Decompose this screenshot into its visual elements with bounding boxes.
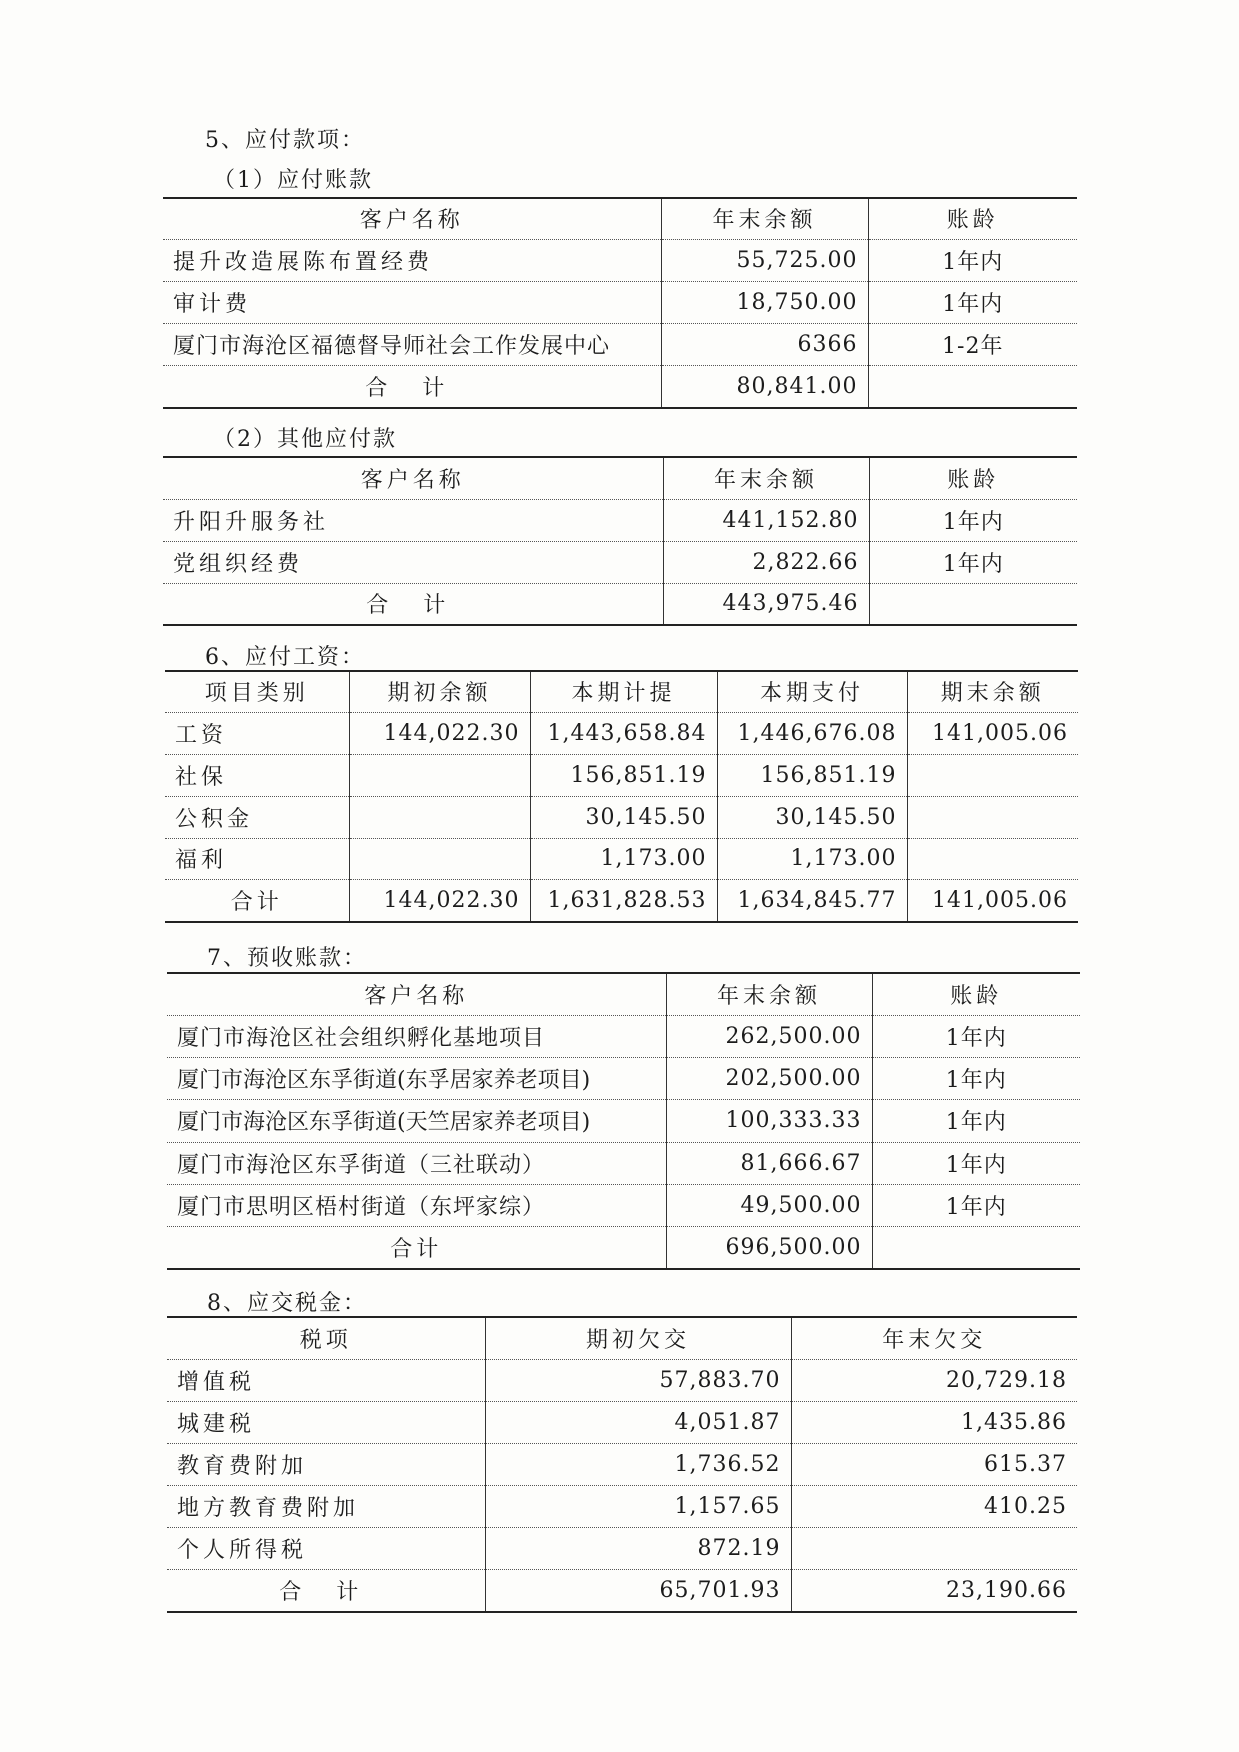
table-row: [165, 754, 1078, 796]
aging: 1年内: [868, 239, 1077, 281]
column-header: 期末余额: [907, 671, 1078, 712]
year-end-balance: 55,725.00: [661, 239, 868, 281]
table-row: [165, 796, 1078, 838]
total-paid: 1,634,845.77: [717, 879, 907, 922]
year-end-owed: 615.37: [791, 1443, 1077, 1485]
opening-owed: 872.19: [485, 1527, 791, 1569]
year-end-owed: 1,435.86: [791, 1401, 1077, 1443]
table-header-row: [167, 973, 1080, 1015]
customer-name: 审计费: [163, 281, 661, 323]
table-row: [167, 1057, 1080, 1099]
total-row: [167, 1226, 1080, 1269]
aging: 1年内: [872, 1057, 1080, 1099]
year-end-owed: [791, 1527, 1077, 1569]
aging: 1年内: [872, 1015, 1080, 1057]
section-7-title: 7、预收账款：: [207, 946, 367, 971]
opening-owed: 1,736.52: [485, 1443, 791, 1485]
total-year-end-owed: 23,190.66: [946, 1577, 1067, 1603]
section-8-title: 8、应交税金：: [207, 1291, 367, 1316]
total-closing: 141,005.06: [932, 887, 1068, 913]
table-header-row: [167, 1317, 1077, 1359]
item-category: 公积金: [165, 796, 349, 838]
table-row: [165, 712, 1078, 754]
section-5-2-title: （2）其他应付款: [213, 427, 397, 452]
table-row: [167, 1184, 1080, 1226]
tax-item: 增值税: [167, 1359, 485, 1401]
table-row: [167, 1359, 1077, 1401]
total-accrued: 1,631,828.53: [530, 879, 717, 922]
table-header-row: [165, 671, 1078, 712]
item-category: 社保: [165, 754, 349, 796]
year-end-balance: 262,500.00: [666, 1015, 872, 1057]
empty-cell: [869, 583, 1077, 625]
column-header: 年末余额: [661, 198, 868, 239]
total-label: 合 计: [167, 1569, 485, 1612]
customer-name: 厦门市海沧区东孚街道(天竺居家养老项目): [167, 1099, 666, 1142]
opening-owed: 1,157.65: [485, 1485, 791, 1527]
accrued: 1,173.00: [530, 838, 717, 879]
tax-item: 地方教育费附加: [167, 1485, 485, 1527]
tax-item: 城建税: [167, 1401, 485, 1443]
column-header: 本期支付: [717, 671, 907, 712]
year-end-balance: 81,666.67: [666, 1142, 872, 1184]
year-end-balance: 18,750.00: [661, 281, 868, 323]
table-row: [167, 1099, 1080, 1142]
table-row: [167, 1015, 1080, 1057]
total-opening: 144,022.30: [349, 879, 530, 922]
opening-balance: [349, 838, 530, 879]
year-end-balance: 202,500.00: [666, 1057, 872, 1099]
year-end-balance: 6366: [661, 323, 868, 365]
customer-name: 厦门市思明区梧村街道（东坪家综）: [167, 1184, 666, 1226]
closing-balance: [907, 796, 1078, 838]
column-header: 年末余额: [666, 973, 872, 1015]
opening-balance: [349, 754, 530, 796]
column-header: 项目类别: [165, 671, 349, 712]
column-header: 本期计提: [530, 671, 717, 712]
total-amount: 696,500.00: [666, 1226, 872, 1269]
column-header: 客户名称: [163, 457, 663, 499]
aging: 1年内: [868, 281, 1077, 323]
table-row: [167, 1485, 1077, 1527]
accrued: 1,443,658.84: [530, 712, 717, 754]
other-payables-table: [163, 456, 1077, 626]
customer-name: 厦门市海沧区社会组织孵化基地项目: [167, 1015, 666, 1057]
column-header: 账龄: [872, 973, 1080, 1015]
payables-table: [163, 197, 1077, 409]
table-header-row: [163, 198, 1077, 239]
column-header: 账龄: [869, 457, 1077, 499]
total-amount: 443,975.46: [663, 583, 869, 625]
advance-receipts-table: [167, 972, 1080, 1270]
table-row: [165, 838, 1078, 879]
customer-name: 党组织经费: [163, 541, 663, 583]
paid: 156,851.19: [717, 754, 907, 796]
table-row: [163, 323, 1077, 365]
section-5-1-title: （1）应付账款: [213, 168, 373, 193]
customer-name: 提升改造展陈布置经费: [163, 239, 661, 281]
column-header: 期初欠交: [485, 1317, 791, 1359]
closing-balance: [907, 838, 1078, 879]
paid: 1,446,676.08: [717, 712, 907, 754]
customer-name: 厦门市海沧区东孚街道（三社联动）: [167, 1142, 666, 1184]
aging: 1年内: [872, 1184, 1080, 1226]
opening-owed: 4,051.87: [485, 1401, 791, 1443]
table-header-row: [163, 457, 1077, 499]
total-amount: 80,841.00: [661, 365, 868, 408]
table-row: [167, 1401, 1077, 1443]
year-end-owed: 20,729.18: [791, 1359, 1077, 1401]
tax-item: 个人所得税: [167, 1527, 485, 1569]
empty-cell: [872, 1226, 1080, 1269]
opening-owed: 57,883.70: [485, 1359, 791, 1401]
table-row: [163, 281, 1077, 323]
section-5-title: 5、应付款项：: [205, 128, 365, 153]
total-label: 合 计: [163, 583, 663, 625]
item-category: 福利: [165, 838, 349, 879]
total-opening-owed: 65,701.93: [485, 1569, 791, 1612]
year-end-balance: 441,152.80: [663, 499, 869, 541]
aging: 1-2年: [868, 323, 1077, 365]
aging: 1年内: [872, 1142, 1080, 1184]
paid: 30,145.50: [717, 796, 907, 838]
column-header: 税项: [167, 1317, 485, 1359]
taxes-payable-table: [167, 1316, 1077, 1613]
wages-payable-table: [165, 670, 1078, 923]
column-header: 期初余额: [349, 671, 530, 712]
year-end-balance: 100,333.33: [666, 1099, 872, 1142]
table-row: [163, 499, 1077, 541]
table-row: [163, 541, 1077, 583]
total-row: [163, 365, 1077, 408]
column-header: 年末余额: [663, 457, 869, 499]
table-row: [167, 1142, 1080, 1184]
aging: 1年内: [872, 1099, 1080, 1142]
total-label: 合计: [167, 1226, 666, 1269]
total-row: [163, 583, 1077, 625]
column-header: 年末欠交: [791, 1317, 1077, 1359]
opening-balance: 144,022.30: [349, 712, 530, 754]
total-row: [165, 879, 1078, 922]
empty-cell: [868, 365, 1077, 408]
closing-balance: 141,005.06: [907, 712, 1078, 754]
total-label: 合 计: [163, 365, 661, 408]
table-row: [167, 1443, 1077, 1485]
aging: 1年内: [869, 499, 1077, 541]
paid: 1,173.00: [717, 838, 907, 879]
total-label: 合计: [165, 879, 349, 922]
year-end-balance: 49,500.00: [666, 1184, 872, 1226]
column-header: 账龄: [868, 198, 1077, 239]
accrued: 156,851.19: [530, 754, 717, 796]
customer-name: 厦门市海沧区福德督导师社会工作发展中心: [163, 323, 661, 365]
customer-name: 厦门市海沧区东孚街道(东孚居家养老项目): [167, 1057, 666, 1099]
aging: 1年内: [869, 541, 1077, 583]
customer-name: 升阳升服务社: [163, 499, 663, 541]
tax-item: 教育费附加: [167, 1443, 485, 1485]
year-end-balance: 2,822.66: [663, 541, 869, 583]
table-row: [163, 239, 1077, 281]
opening-balance: [349, 796, 530, 838]
closing-balance: [907, 754, 1078, 796]
column-header: 客户名称: [167, 973, 666, 1015]
accrued: 30,145.50: [530, 796, 717, 838]
year-end-owed: 410.25: [791, 1485, 1077, 1527]
table-row: [167, 1527, 1077, 1569]
section-6-title: 6、应付工资：: [205, 645, 365, 670]
total-row: [167, 1569, 1077, 1612]
column-header: 客户名称: [163, 198, 661, 239]
item-category: 工资: [165, 712, 349, 754]
